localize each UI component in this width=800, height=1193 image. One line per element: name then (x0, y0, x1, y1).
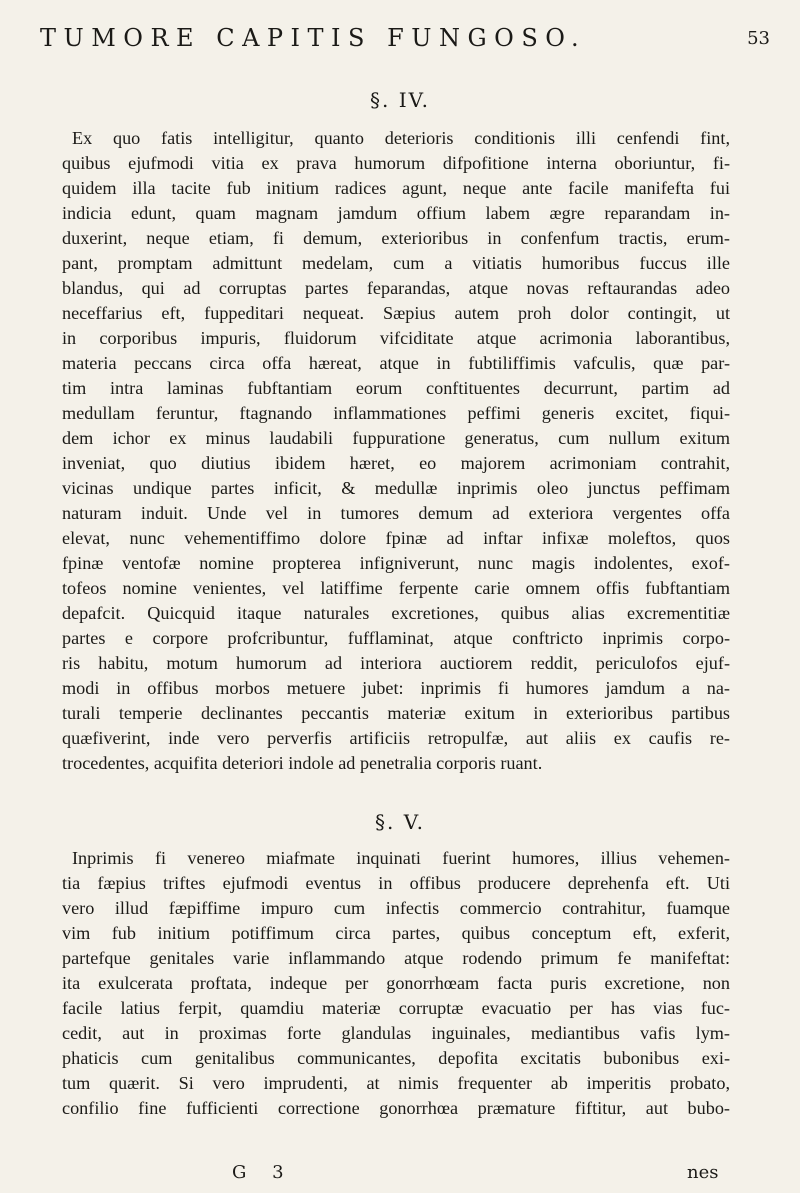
text-line: quibus ejufmodi vitia ex prava humorum difpofitione interna oboriuntur, fi- (62, 153, 730, 173)
text-line: ita exulcerata proftata, indeque per gonorrhœam facta puris excretione, non (62, 973, 730, 993)
text-line: quidem illa tacite fub initium radices agunt, neque ante facile manifefta fui (62, 178, 730, 198)
text-line: neceffarius eft, fuppeditari nequeat. Sæpius autem proh dolor contingit, ut (62, 303, 730, 323)
text-line: pant, promptam admittunt medelam, cum a vitiatis humoribus fuccus ille (62, 253, 730, 273)
text-line: duxerint, neque etiam, fi demum, exterioribus in confenfum tractis, erum- (62, 228, 730, 248)
text-line: depafcit. Quicquid itaque naturales excretiones, quibus alias excrementitiæ (62, 603, 730, 623)
text-line: quæfiverint, inde vero perverfis artificiis retropulfæ, aut aliis ex caufis re- (62, 728, 730, 748)
text-line: modi in offibus morbos metuere jubet: inprimis fi humores jamdum a na- (62, 678, 730, 698)
paragraph-v (62, 846, 730, 1121)
text-line: medullam feruntur, ftagnando inflammationes peffimi generis excitet, fiqui- (62, 403, 730, 423)
text-line: confilio fine fufficienti correctione gonorrhœa præmature fiftitur, aut bubo- (62, 1098, 730, 1118)
catchword: nes (687, 1162, 719, 1183)
text-line: partes e corpore profcribuntur, fufflaminat, atque conftricto inprimis corpo- (62, 628, 730, 648)
text-line: tum quærit. Si vero imprudenti, at nimis frequenter ab imperitis probato, (62, 1073, 730, 1093)
text-line: cedit, aut in proximas forte glandulas inguinales, mediantibus vafis lym- (62, 1023, 730, 1043)
page-number: 53 (747, 28, 770, 49)
text-line: vicinas undique partes inficit, & medullæ inprimis oleo junctus peffimam (62, 478, 730, 498)
text-line: dem ichor ex minus laudabili fuppuratione generatus, cum nullum exitum (62, 428, 730, 448)
text-line: trocedentes, acquifita deteriori indole ad penetralia corporis ruant. (62, 753, 543, 773)
text-line: Inprimis fi venereo miafmate inquinati fuerint humores, illius vehemen- (72, 848, 730, 868)
running-title: TUMORE CAPITIS FUNGOSO. (40, 24, 587, 52)
paragraph-iv (62, 126, 730, 776)
text-line: tofeos nomine venientes, vel latiffime ferpente carie omnem offis fubftantiam (62, 578, 730, 598)
text-line: tim intra laminas fubftantiam eorum conftituentes decurrunt, partim ad (62, 378, 730, 398)
text-line: blandus, qui ad corruptas partes feparandas, atque novas reftaurandas adeo (62, 278, 730, 298)
text-line: partefque genitales varie inflammando atque rodendo primum fe manifeftat: (62, 948, 730, 968)
signature-mark: G 3 (232, 1162, 294, 1183)
running-head (40, 24, 770, 64)
text-line: Ex quo fatis intelligitur, quanto deterioris conditionis illi cenfendi fint, (72, 128, 730, 148)
text-line: vero illud fæpiffime impuro cum infectis commercio contrahitur, fuamque (62, 898, 730, 918)
text-line: materia peccans circa offa hæreat, atque in fubtiliffimis vafculis, quæ par- (62, 353, 730, 373)
text-line: vim fub initium potiffimum circa partes, quibus conceptum eft, exferit, (62, 923, 730, 943)
text-line: naturam induit. Unde vel in tumores demum ad exteriora vergentes offa (62, 503, 730, 523)
text-line: in corporibus impuris, fluidorum vifciditate atque acrimonia laborantibus, (62, 328, 730, 348)
section-heading-iv: §. IV. (370, 88, 430, 112)
text-line: inveniat, quo diutius ibidem hæret, eo majorem acrimoniam contrahit, (62, 453, 730, 473)
text-line: phaticis cum genitalibus communicantes, depofita excitatis bubonibus exi- (62, 1048, 730, 1068)
section-heading-v: §. V. (374, 810, 426, 834)
text-line: tia fæpius triftes ejufmodi eventus in offibus producere deprehenfa eft. Uti (62, 873, 730, 893)
text-line: indicia edunt, quam magnam jamdum offium labem ægre reparandam in- (62, 203, 730, 223)
text-line: turali temperie declinantes peccantis materiæ exitum in exterioribus partibus (62, 703, 730, 723)
text-line: fpinæ ventofæ nomine propterea infigniverunt, nunc magis indolentes, exof- (62, 553, 730, 573)
text-line: facile latius ferpit, quamdiu materiæ corruptæ evacuatio per has vias fuc- (62, 998, 730, 1018)
text-line: elevat, nunc vehementiffimo dolore fpinæ ad inftar infixæ moleftos, quos (62, 528, 730, 548)
text-line: ris habitu, motum humorum ad interiora auctiorem reddit, periculofos ejuf- (62, 653, 730, 673)
